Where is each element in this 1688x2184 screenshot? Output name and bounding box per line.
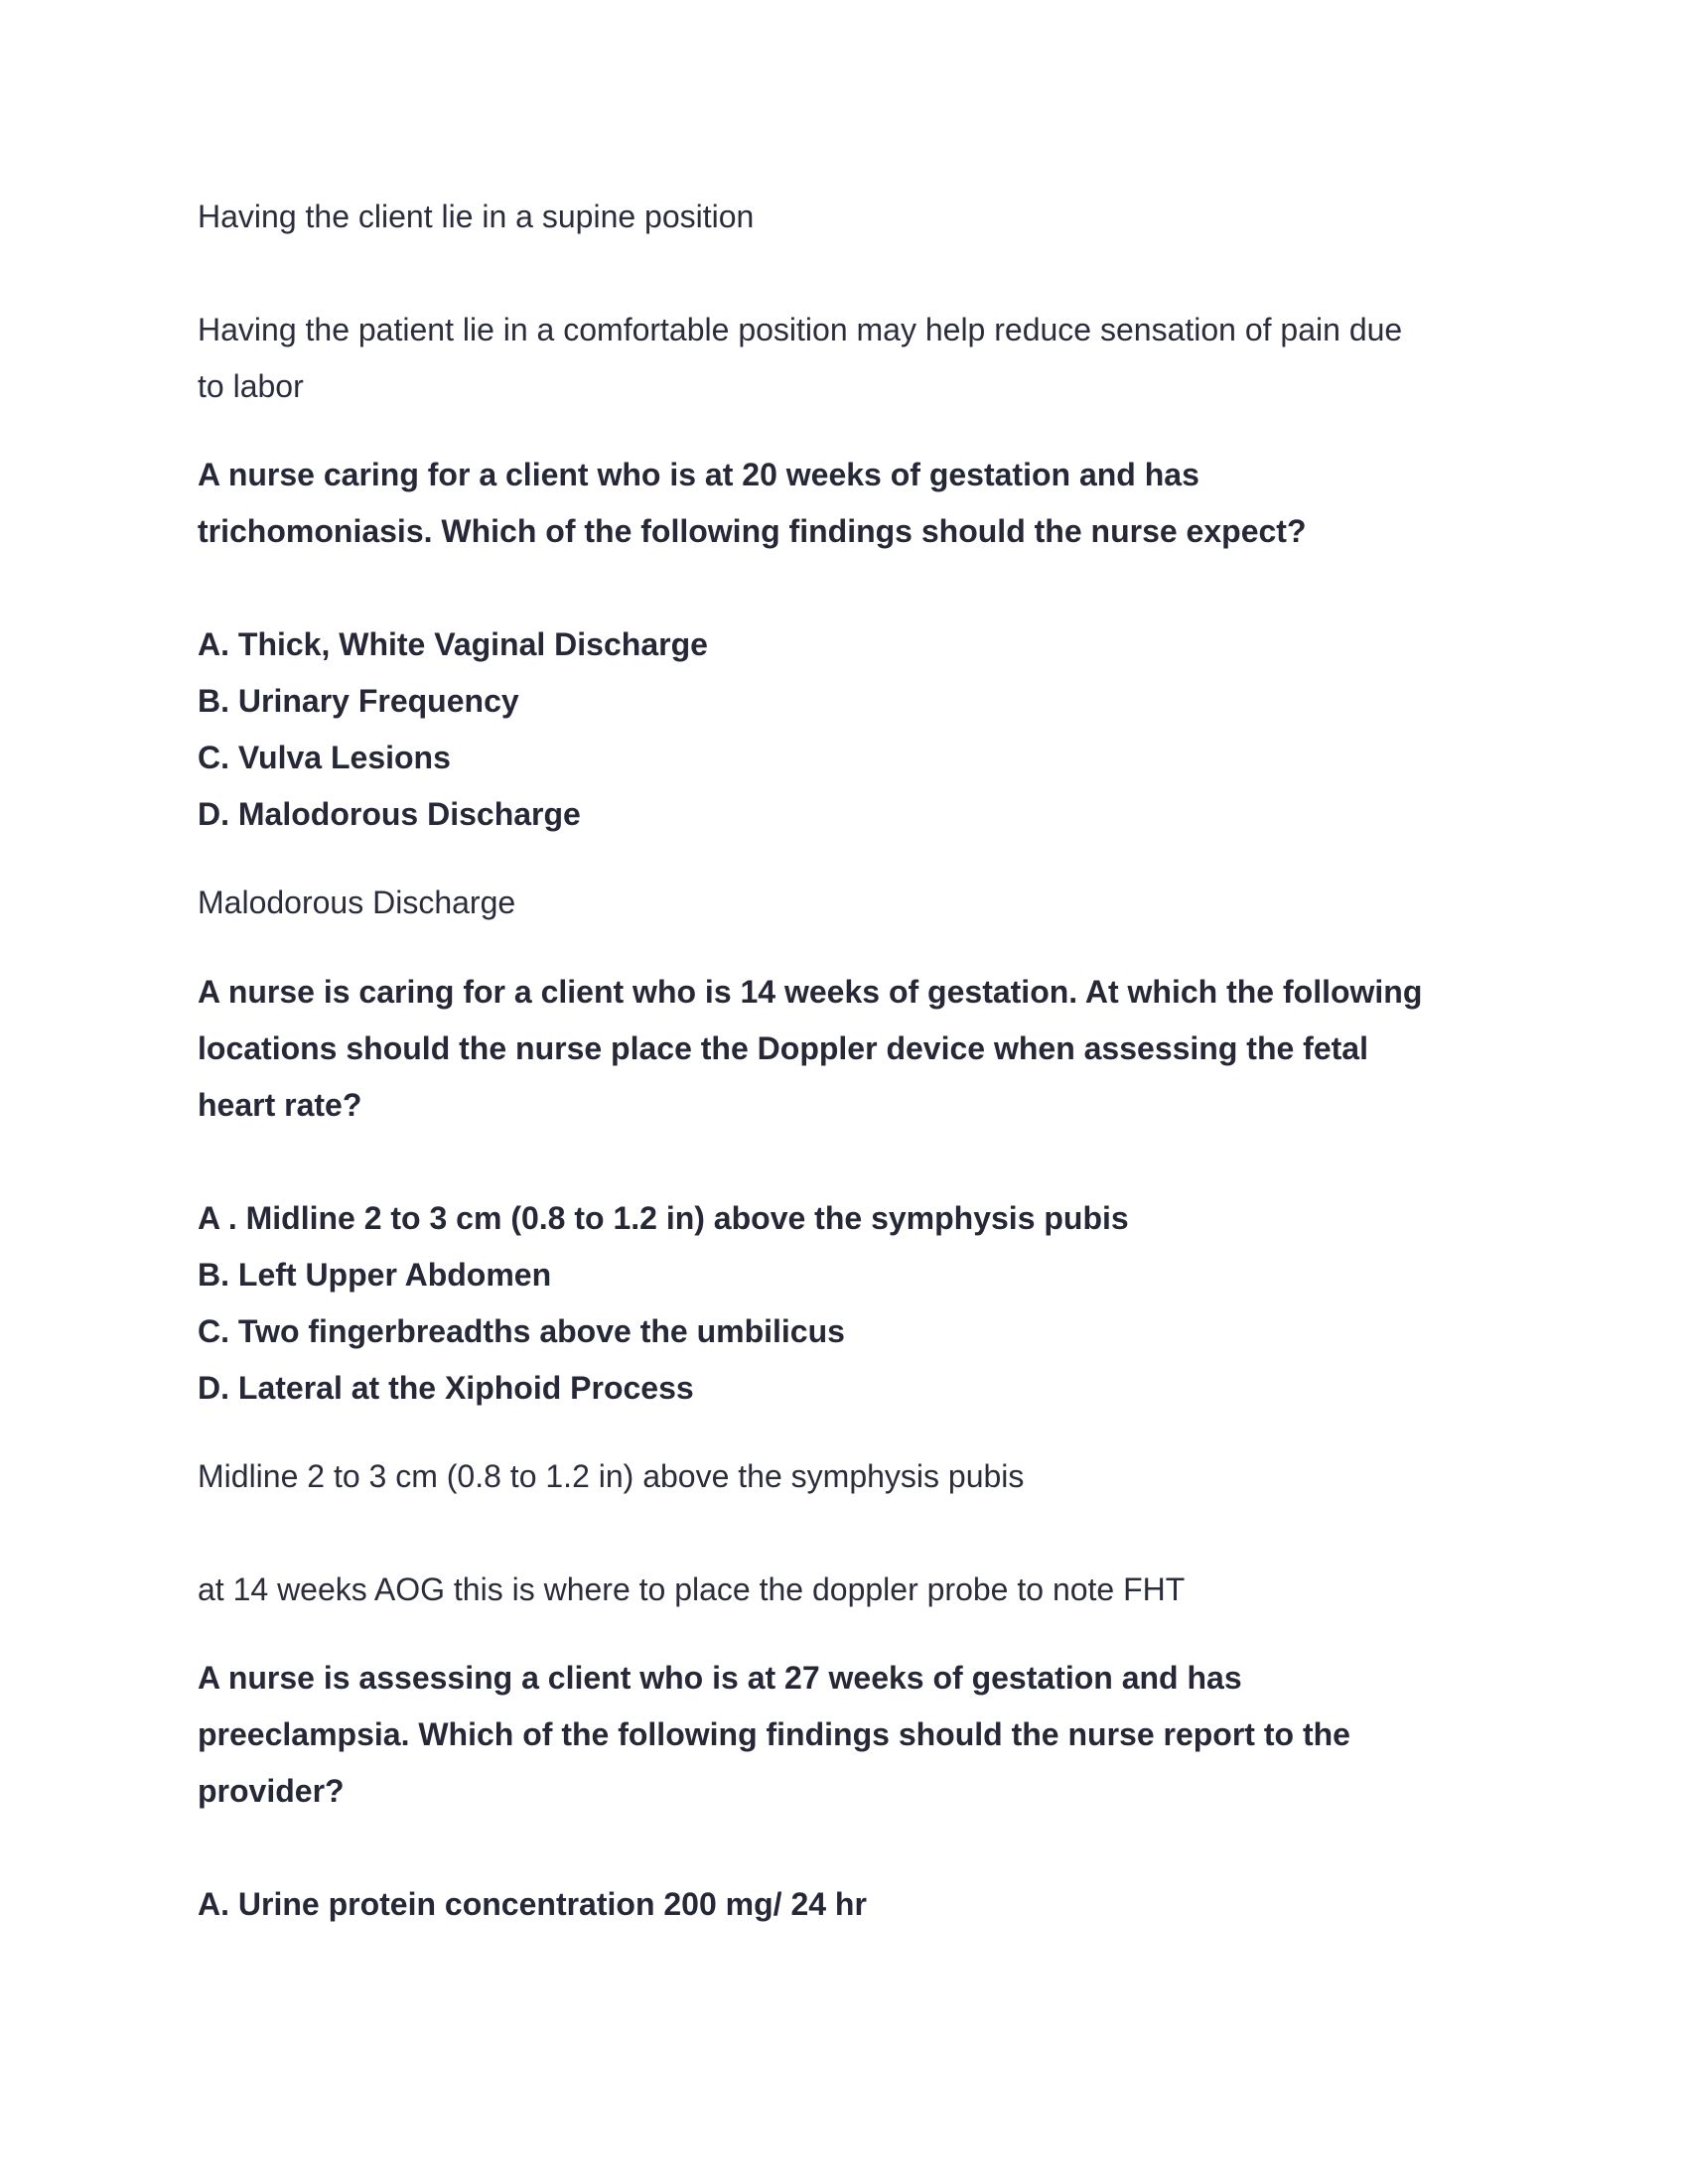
option-a: A . Midline 2 to 3 cm (0.8 to 1.2 in) above the symphysis pubis: [198, 1200, 1129, 1236]
option-c: C. Two fingerbreadths above the umbilicus: [198, 1313, 845, 1349]
question-text: A nurse caring for a client who is at 20 weeks of gestation and has: [198, 457, 1199, 492]
question-text: A nurse is caring for a client who is 14 weeks of gestation. At which the following: [198, 974, 1423, 1010]
question-text: provider?: [198, 1773, 345, 1809]
option-c: C. Vulva Lesions: [198, 740, 451, 775]
option-b: B. Left Upper Abdomen: [198, 1257, 552, 1293]
question-text: trichomoniasis. Which of the following findings should the nurse expect?: [198, 513, 1307, 549]
question-text: locations should the nurse place the Doppler device when assessing the fetal: [198, 1030, 1368, 1066]
option-a: A. Urine protein concentration 200 mg/ 24 hr: [198, 1886, 867, 1922]
question-text: heart rate?: [198, 1087, 362, 1123]
question-text: A nurse is assessing a client who is at 27 weeks of gestation and has: [198, 1660, 1242, 1696]
option-b: B. Urinary Frequency: [198, 683, 519, 719]
question-text: preeclampsia. Which of the following findings should the nurse report to the: [198, 1716, 1350, 1752]
answer-text: Having the client lie in a supine position: [198, 199, 755, 234]
answer-text: Malodorous Discharge: [198, 885, 516, 920]
option-d: D. Malodorous Discharge: [198, 796, 581, 832]
answer-text: Midline 2 to 3 cm (0.8 to 1.2 in) above the symphysis pubis: [198, 1458, 1025, 1494]
rationale-text: Having the patient lie in a comfortable position may help reduce sensation of pain due: [198, 312, 1403, 347]
rationale-text: at 14 weeks AOG this is where to place the doppler probe to note FHT: [198, 1571, 1186, 1607]
rationale-text: to labor: [198, 368, 304, 404]
option-a: A. Thick, White Vaginal Discharge: [198, 626, 708, 662]
option-d: D. Lateral at the Xiphoid Process: [198, 1370, 694, 1406]
